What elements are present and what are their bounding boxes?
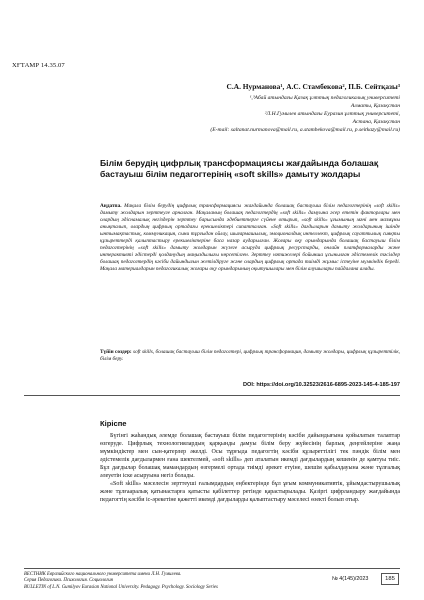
journal-footer-line: BULLETIN of L.N. Gumilyov Eurasian National University. Pedagogy. Psychology. Sociology Series — [24, 584, 218, 590]
body-paragraph: «Soft skills» мәселесін зерттеуші ғалымдардың еңбектерінде бұл ұғым коммуникативтік, ұйымдастырушылық және тұлғааралық қатынастарға қатысты қабілеттер ретінде қарастырылады. Қазіргі цифрландыру жағдайында педагогтің кәсіби іс-әрекетіне қажетті икемді дағдыларды қалыптастыру мәселесі өзекті болып отыр. — [100, 481, 400, 504]
issue-number: № 4(145)/2023 — [332, 576, 369, 582]
article-title: Білім берудің цифрлық трансформациясы жағдайында болашақ бастауыш білім педагогтерінің «soft skills» дамыту жолдары — [100, 158, 379, 179]
author-emails: (E-mail: saltanat.nurmanova@mail.ru, a.stambekova@mail.ru, p.seitkazy@mail.ru) — [210, 127, 400, 133]
footer-divider — [24, 568, 400, 569]
keywords — [100, 349, 400, 363]
keywords-text: soft skills, болашақ бастауыш білім педагогтері, цифрлық трансформация, дамыту жолдары, цифрлық құзыреттілік, білім беру. — [100, 349, 400, 363]
affiliation-line: Алматы, Қазақстан — [350, 103, 400, 109]
affiliation-line: Астана, Қазақстан — [352, 119, 400, 125]
introduction-body — [100, 432, 400, 504]
divider — [24, 395, 400, 396]
section-heading-introduction: Кіріспе — [100, 419, 127, 428]
affiliation-line: ²Л.Н.Гумилев атындағы Еуразия ұлттық университеті, — [264, 111, 400, 117]
abstract — [100, 203, 400, 273]
abstract-label: Аңдатпа. — [100, 203, 122, 209]
journal-footer — [24, 572, 218, 591]
journal-footer-line: ВЕСТНИК Евразийского национального университета имени Л.Н. Гумилева. — [24, 572, 182, 577]
mrnti-code: ХҒТАМР 14.35.07 — [12, 62, 65, 69]
affiliation-line: ¹,³Абай атындағы Қазақ ұлттық педагогикалық университеті — [249, 95, 400, 101]
author-names: С.А. Нурманова¹, А.С. Стамбекова², П.Б. Сейтқазы³ — [226, 82, 400, 91]
journal-footer-line: Серия Педагогика. Психология. Социология — [24, 578, 113, 584]
doi-link[interactable]: DOI: https://doi.org/10.32523/2616-6895-2023-145-4-185-197 — [242, 382, 400, 388]
abstract-text: Мақала білім берудің цифрлық трансформациясы жағдайында болашақ бастауыш білім педагогтерінің «soft skills» дамыту жолдарын зерттеуге арналған. Мақаланың болашақ педагогтердің «soft skills» дамуына әсер ететін факторлары мен олардың әдіснамалық негіздерін зерттеу барысында әдебиеттерге сүйене отырып, «soft skills» ұғымының мәні мен мазмұны анықталып, олардың цифрлық ортадағы ерекшеліктері сипатталған. «Soft skills» дағдыларын дамыту жолдарының ішінде ынтымақтастық, коммуникация, сыни тұрғыдан ойлау, шығармашылық, эмоционалдық интеллект, цифрлық сауаттылық сияқты құзыреттерді қалыптастыру ерекшеліктеріне баса назар аударылған. Жоғары оқу орындарында болашақ бастауыш білім педагогтерінің «soft skills» дамыту жолдарын жүзеге асыруда цифрлық ресурстарды, онлайн платформаларды және интерактивті әдістерді қолданудың маңыздылығы көрсетілген. Зерттеу нәтижелері бойынша ұсынылған әдістемелік тәсілдер болашақ педагогтердің кәсіби дайындығын жетілдіруге және олардың цифрлық ортада тиімді жұмыс істеуіне мүмкіндік береді. Мақала материалдарын педагогикалық жоғары оқу орындарының оқытушылары мен білім алушылары пайдалана алады. — [100, 203, 400, 273]
keywords-label: Түйін сөздер: — [100, 349, 132, 355]
body-paragraph: Бүгінгі жаһандық әлемде болашақ бастауыш білім педагогтерінің кәсіби дайындығына қойылатын талаптар өзгеруде. Цифрлық технологиялардың қарқынды дамуы білім беру жүйесінің барлық деңгейлеріне жаңа мүмкіндіктер мен сын-қатерлер әкелді. Осы тұрғыда педагогтің кәсіби құзыреттілігі тек пәндік білім мен әдістемелік дағдылармен ғана шектелмей, «soft skills» деп аталатын икемді дағдылардың кешенін де қамтуы тиіс. Бұл дағдылар болашақ мамандардың өзгермелі ортада тиімді әрекет етуіне, шешім қабылдауына және тұлғалық әлеуетін іске асыруына негіз болады. — [100, 433, 400, 480]
page-number: 185 — [381, 573, 399, 585]
